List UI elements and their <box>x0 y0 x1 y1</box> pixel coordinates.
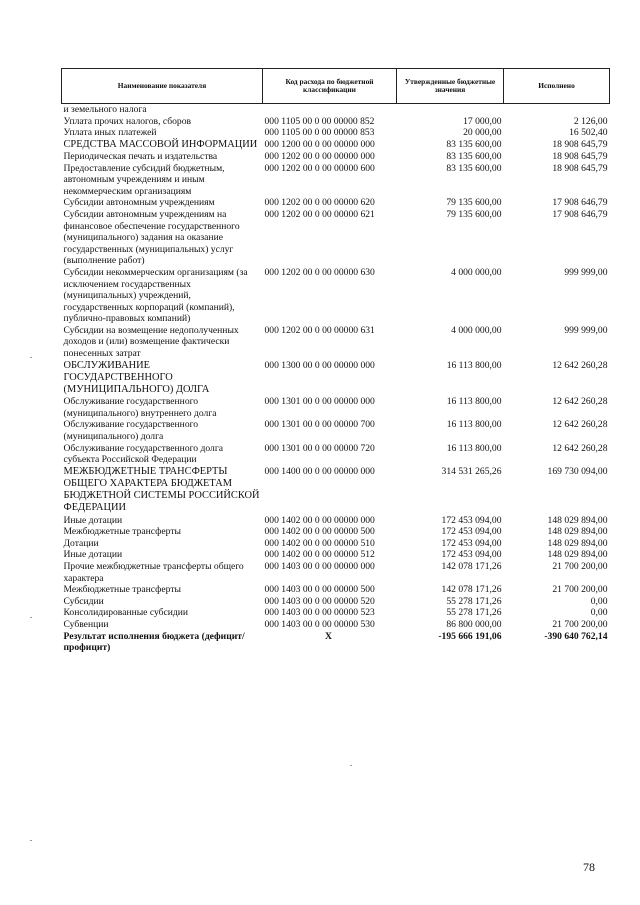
table-row <box>62 209 610 267</box>
cell-approved-value: -195 666 191,06 <box>438 630 502 642</box>
cell-indicator-name: Уплата иных платежей <box>63 127 157 139</box>
cell-expense-code: 000 1202 00 0 00 00000 000 <box>264 150 375 162</box>
cell-expense-code: 000 1403 00 0 00 00000 500 <box>264 584 375 596</box>
cell-executed-value: 21 700 200,00 <box>552 619 608 630</box>
cell-approved-value: 55 278 171,26 <box>446 595 502 607</box>
table-row <box>62 116 610 128</box>
cell-expense-code: 000 1301 00 0 00 00000 700 <box>264 419 375 431</box>
cell-expense-code: 000 1200 00 0 00 00000 000 <box>264 138 375 150</box>
cell-indicator-name: Иные дотации <box>63 514 123 526</box>
cell-executed-value: -390 640 762,14 <box>544 630 608 642</box>
cell-approved-value: 172 453 094,00 <box>441 549 502 561</box>
cell-indicator-name: Субсидии некоммерческим организациям (за исключением государственных (муниципальных) учреждений, государственных корпораций (компаний), публично-правовых компаний) <box>63 266 248 325</box>
cell-indicator-name: Обслуживание государственного (муниципального) внутреннего долга <box>63 396 217 419</box>
cell-indicator-name: и земельного налога <box>63 104 147 115</box>
cell-executed-value: 0,00 <box>590 607 608 619</box>
cell-expense-code: 000 1300 00 0 00 00000 000 <box>264 359 375 371</box>
cell-indicator-name: Уплата прочих налогов, сборов <box>63 115 192 127</box>
header-indicator-name: Наименование показателя <box>62 69 263 104</box>
cell-approved-value: 16 113 800,00 <box>446 419 502 431</box>
header-expense-code: Код расхода по бюджетной классификации <box>263 69 397 104</box>
cell-approved-value: 4 000 000,00 <box>451 324 502 336</box>
table-row <box>62 163 610 198</box>
table-row <box>62 619 610 631</box>
cell-approved-value: 172 453 094,00 <box>441 537 502 549</box>
cell-executed-value: 12 642 260,28 <box>552 419 608 431</box>
cell-approved-value: 86 800 000,00 <box>446 619 502 630</box>
scan-speck <box>30 840 32 841</box>
table-row <box>62 396 610 419</box>
cell-approved-value <box>397 104 504 116</box>
table-row <box>62 538 610 550</box>
cell-executed-value: 21 700 200,00 <box>552 561 608 573</box>
cell-indicator-name: Межбюджетные трансферты <box>63 526 181 538</box>
page-number: 78 <box>583 860 595 874</box>
budget-execution-table <box>61 68 610 654</box>
cell-indicator-name: Иные дотации <box>63 549 123 561</box>
cell-indicator-name: Субсидии на возмещение недополученных доходов и (или) возмещение фактически понесенных затрат <box>63 324 239 360</box>
cell-executed-value: 999 999,00 <box>564 324 608 336</box>
cell-executed-value: 21 700 200,00 <box>552 584 608 596</box>
cell-indicator-name: Субвенции <box>63 619 109 630</box>
cell-executed-value <box>504 104 610 116</box>
cell-indicator-name: ОБСЛУЖИВАНИЕ ГОСУДАРСТВЕННОГО (МУНИЦИПАЛЬНОГО) ДОЛГА <box>63 359 210 396</box>
table-row <box>62 631 610 654</box>
cell-approved-value: 83 135 600,00 <box>446 150 502 162</box>
cell-approved-value: 83 135 600,00 <box>446 138 502 150</box>
cell-indicator-name: Результат исполнения бюджета (дефицит/профицит) <box>63 630 245 654</box>
cell-approved-value: 16 113 800,00 <box>446 442 502 454</box>
table-row <box>62 360 610 397</box>
cell-approved-value: 16 113 800,00 <box>446 359 502 371</box>
table-row <box>62 325 610 360</box>
cell-expense-code <box>263 104 397 116</box>
cell-expense-code: 000 1402 00 0 00 00000 510 <box>264 537 375 549</box>
cell-indicator-name: Консолидированные субсидии <box>63 607 189 619</box>
cell-expense-code: 000 1400 00 0 00 00000 000 <box>264 465 375 477</box>
cell-executed-value: 2 126,00 <box>573 115 608 127</box>
table-header-row <box>62 69 610 104</box>
table-row <box>62 515 610 527</box>
table-row <box>62 104 610 116</box>
cell-approved-value: 172 453 094,00 <box>441 514 502 526</box>
cell-expense-code: 000 1301 00 0 00 00000 000 <box>264 396 375 408</box>
cell-executed-value: 999 999,00 <box>564 266 608 278</box>
table-row <box>62 526 610 538</box>
cell-approved-value: 17 000,00 <box>463 115 502 127</box>
cell-approved-value: 79 135 600,00 <box>446 208 502 220</box>
cell-approved-value: 55 278 171,26 <box>446 607 502 619</box>
cell-approved-value: 4 000 000,00 <box>451 266 502 278</box>
cell-approved-value: 79 135 600,00 <box>446 197 502 209</box>
cell-executed-value: 169 730 094,00 <box>547 465 608 477</box>
cell-expense-code: 000 1402 00 0 00 00000 500 <box>264 526 375 538</box>
table-row <box>62 607 610 619</box>
cell-indicator-name: Прочие межбюджетные трансферты общего характера <box>63 561 244 584</box>
cell-approved-value: 83 135 600,00 <box>446 162 502 174</box>
cell-expense-code: 000 1402 00 0 00 00000 000 <box>264 514 375 526</box>
table-body <box>62 104 610 654</box>
cell-executed-value: 17 908 646,79 <box>552 208 608 220</box>
cell-executed-value: 12 642 260,28 <box>552 396 608 408</box>
cell-indicator-name: Межбюджетные трансферты <box>63 584 181 596</box>
cell-indicator-name: Субсидии <box>63 595 104 607</box>
table-row <box>62 197 610 209</box>
cell-expense-code: 000 1202 00 0 00 00000 600 <box>264 162 375 174</box>
table-row <box>62 151 610 163</box>
cell-expense-code: 000 1301 00 0 00 00000 720 <box>264 442 375 454</box>
cell-indicator-name: Субсидии автономным учреждениям на финансовое обеспечение государственного (муниципального) задания на оказание государственных (муниципальных) услуг (выполнение работ) <box>63 208 240 267</box>
cell-approved-value: 20 000,00 <box>463 127 502 139</box>
budget-report-page <box>61 68 609 654</box>
scan-speck <box>350 765 352 766</box>
cell-expense-code: X <box>325 630 332 642</box>
cell-approved-value: 142 078 171,26 <box>441 584 502 596</box>
cell-executed-value: 148 029 894,00 <box>547 526 608 538</box>
cell-approved-value: 172 453 094,00 <box>441 526 502 538</box>
cell-expense-code: 000 1202 00 0 00 00000 621 <box>264 208 375 220</box>
header-executed: Исполнено <box>504 69 610 104</box>
cell-executed-value: 12 642 260,28 <box>552 359 608 371</box>
cell-executed-value: 148 029 894,00 <box>547 549 608 561</box>
table-row <box>62 267 610 325</box>
cell-approved-value: 314 531 265,26 <box>441 465 502 477</box>
cell-expense-code: 000 1202 00 0 00 00000 630 <box>264 266 375 278</box>
cell-indicator-name: Предоставление субсидий бюджетным, автономным учреждениям и иным некоммерческим организациям <box>63 162 225 197</box>
header-approved-values: Утвержденные бюджетные значения <box>397 69 504 104</box>
cell-indicator-name: Обслуживание государственного долга субъекта Российской Федерации <box>63 442 224 466</box>
cell-indicator-name: Периодическая печать и издательства <box>63 150 218 162</box>
cell-expense-code: 000 1105 00 0 00 00000 853 <box>264 127 375 139</box>
table-row <box>62 127 610 139</box>
cell-expense-code: 000 1105 00 0 00 00000 852 <box>264 115 375 127</box>
table-row <box>62 561 610 584</box>
cell-executed-value: 18 908 645,79 <box>552 162 608 174</box>
cell-expense-code: 000 1403 00 0 00 00000 523 <box>264 607 375 619</box>
scan-speck <box>30 357 32 358</box>
table-row <box>62 443 610 466</box>
cell-expense-code: 000 1202 00 0 00 00000 631 <box>264 324 375 336</box>
table-row <box>62 596 610 608</box>
cell-executed-value: 16 502,40 <box>569 127 608 139</box>
cell-indicator-name: Обслуживание государственного (муниципального) долга <box>63 419 199 443</box>
cell-expense-code: 000 1202 00 0 00 00000 620 <box>264 197 375 209</box>
table-row <box>62 584 610 596</box>
table-row <box>62 419 610 442</box>
cell-executed-value: 18 908 645,79 <box>552 138 608 150</box>
cell-indicator-name: МЕЖБЮДЖЕТНЫЕ ТРАНСФЕРТЫ ОБЩЕГО ХАРАКТЕРА БЮДЖЕТАМ БЮДЖЕТНОЙ СИСТЕМЫ РОССИЙСКОЙ ФЕДЕРАЦИИ <box>63 465 260 514</box>
table-row <box>62 466 610 515</box>
cell-executed-value: 18 908 645,79 <box>552 150 608 162</box>
cell-expense-code: 000 1403 00 0 00 00000 530 <box>264 619 375 630</box>
cell-executed-value: 148 029 894,00 <box>547 514 608 526</box>
table-row <box>62 549 610 561</box>
cell-approved-value: 142 078 171,26 <box>441 561 502 573</box>
cell-expense-code: 000 1402 00 0 00 00000 512 <box>264 549 375 561</box>
cell-indicator-name: Дотации <box>63 537 99 549</box>
cell-indicator-name: СРЕДСТВА МАССОВОЙ ИНФОРМАЦИИ <box>63 138 258 150</box>
cell-executed-value: 12 642 260,28 <box>552 442 608 454</box>
cell-executed-value: 148 029 894,00 <box>547 537 608 549</box>
cell-expense-code: 000 1403 00 0 00 00000 000 <box>264 561 375 573</box>
cell-executed-value: 0,00 <box>590 595 608 607</box>
table-row <box>62 139 610 151</box>
cell-executed-value: 17 908 646,79 <box>552 197 608 209</box>
scan-speck <box>30 617 32 618</box>
cell-expense-code: 000 1403 00 0 00 00000 520 <box>264 595 375 607</box>
cell-approved-value: 16 113 800,00 <box>446 396 502 408</box>
cell-indicator-name: Субсидии автономным учреждениям <box>63 197 215 209</box>
